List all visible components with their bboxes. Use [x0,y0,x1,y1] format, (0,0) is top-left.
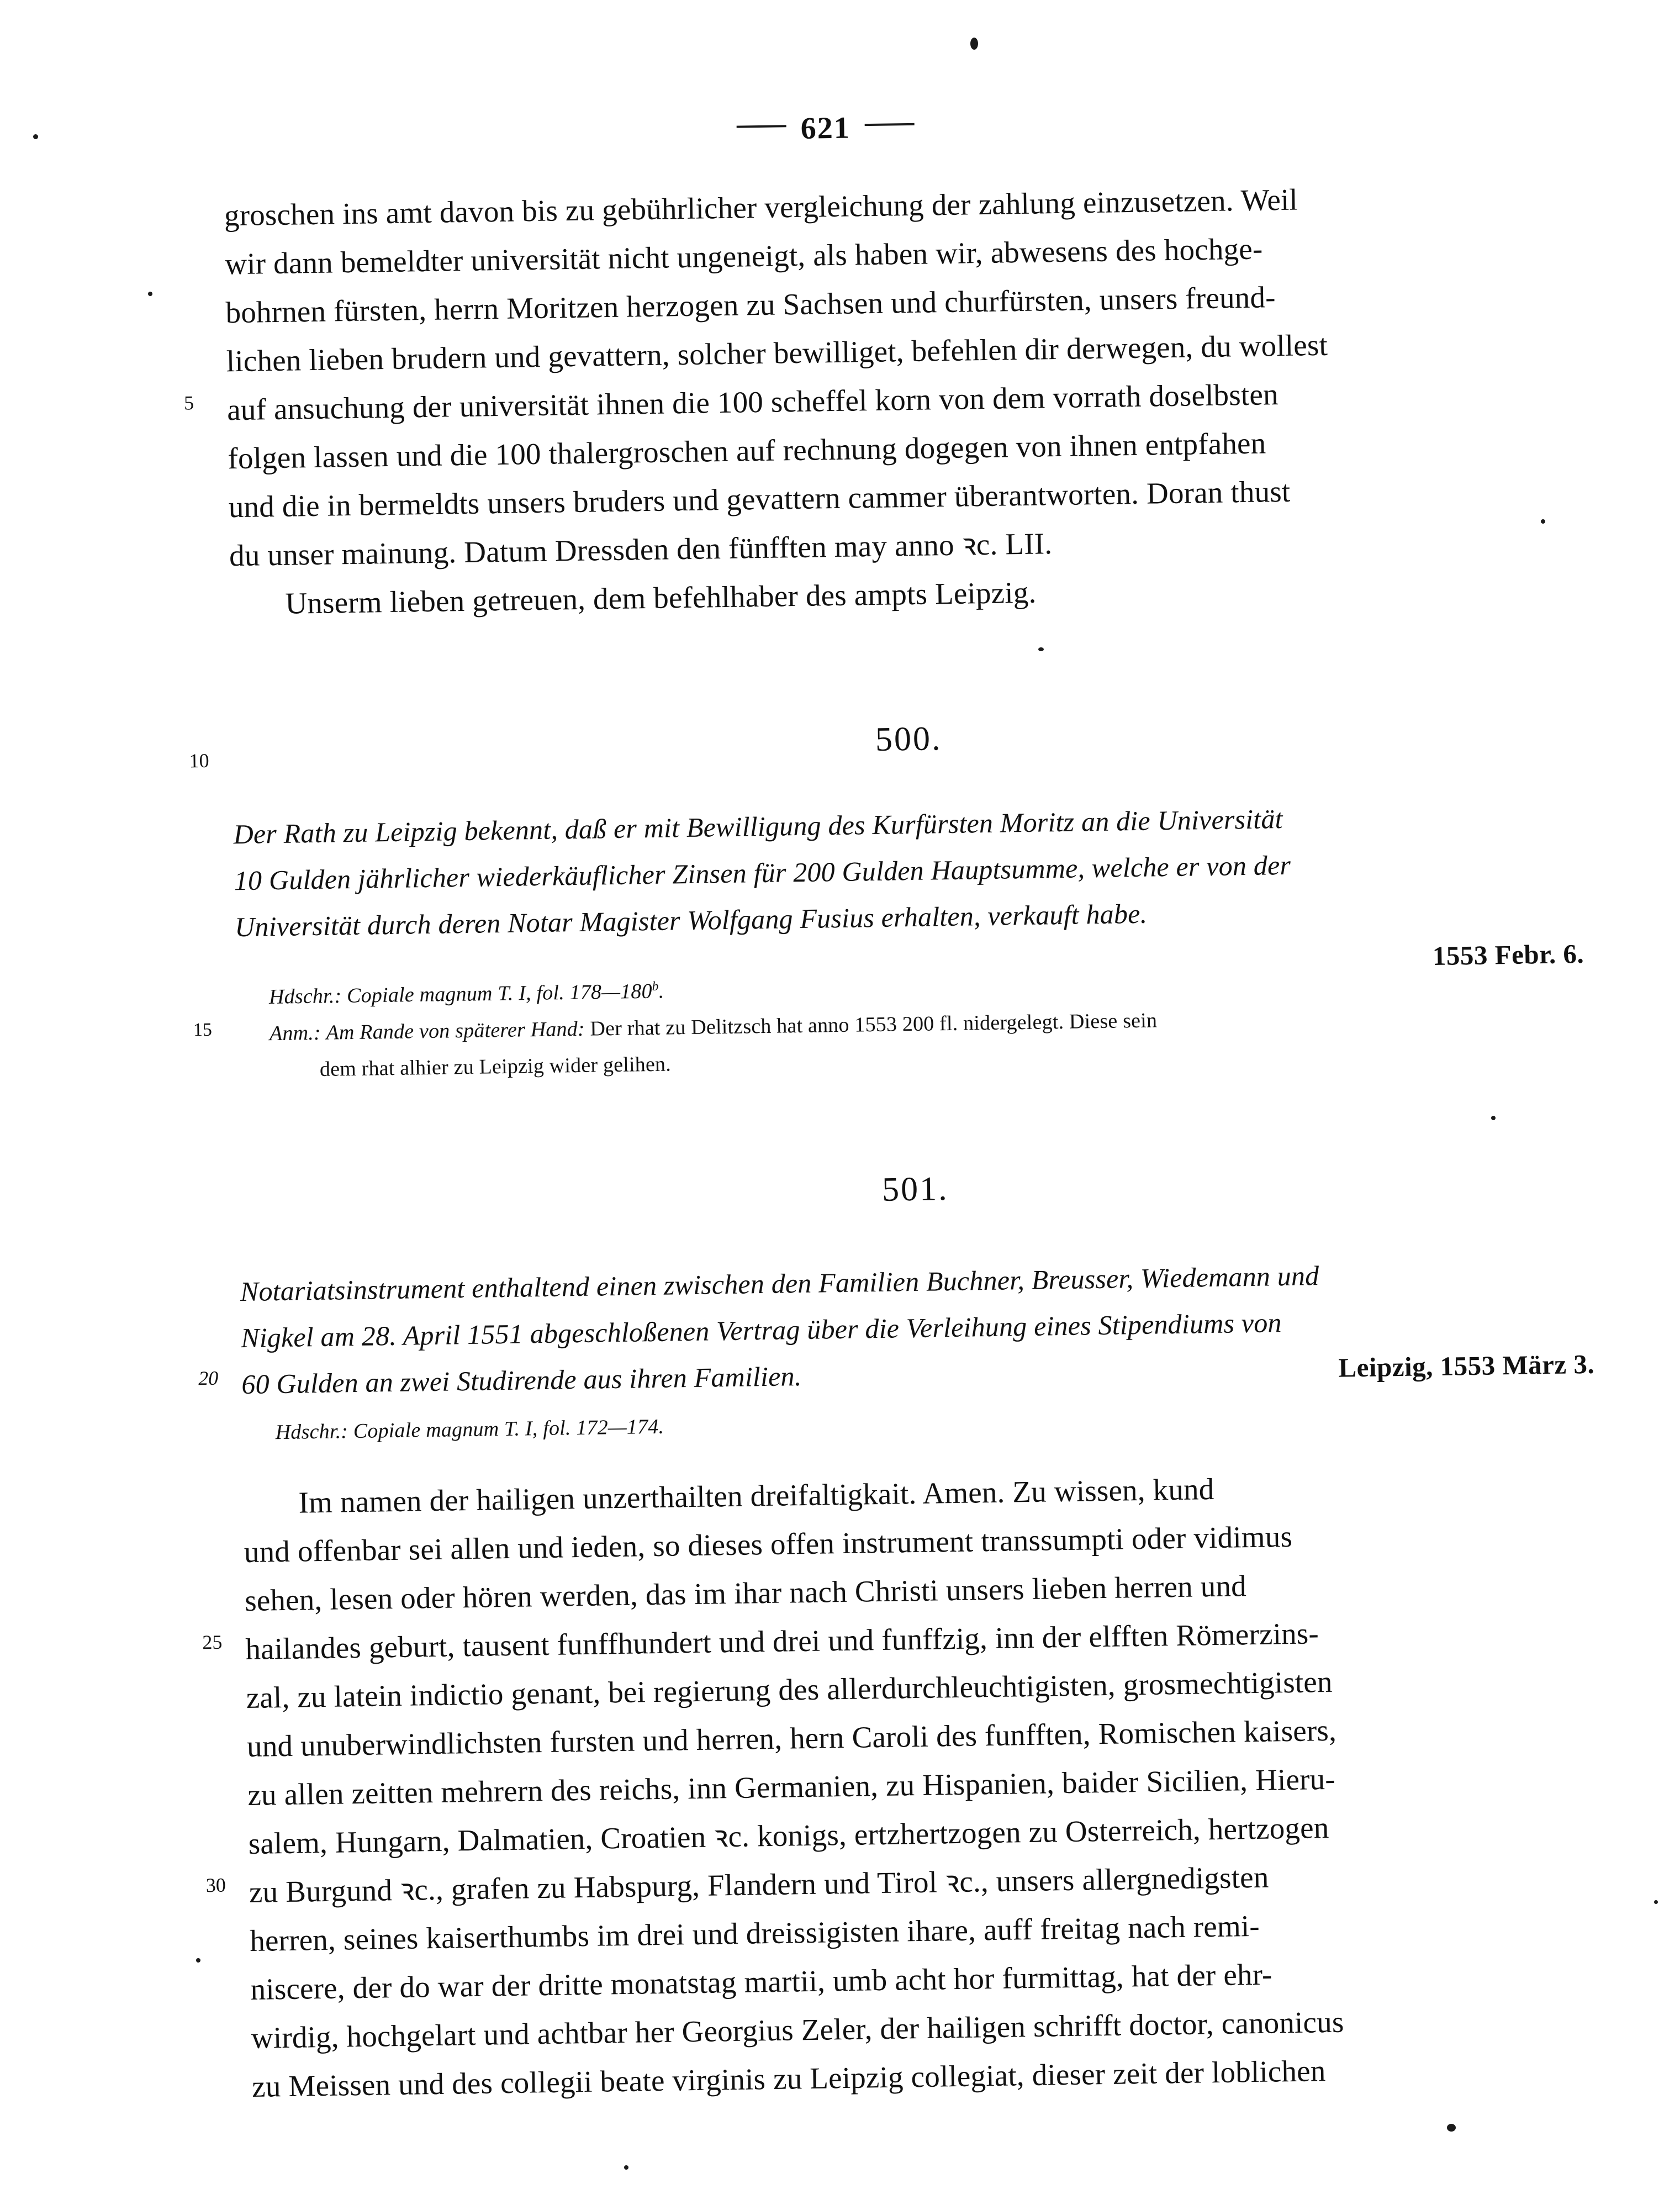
document-500-number: 500. [875,720,942,758]
text-line: herren, seines kaiserthumbs im drei und dreissigisten ihare, auff freitag nach remi- [249,1908,1260,1958]
text-line: du unser mainung. Datum Dressden den fünfften may anno ꝛc. LII. [229,526,1053,573]
hdschr-text: Copiale magnum T. I, fol. 172—174. [353,1415,664,1443]
text-line: bohrnen fürsten, herrn Moritzen herzogen zu Sachsen und churfürsten, unsers freund- [225,280,1276,330]
anm-text: Der rhat zu Delitzsch hat anno 1553 200 fl. nidergelegt. Diese sein [590,1009,1158,1041]
text-line: sehen, lesen oder hören werden, das im ihar nach Christi unsers lieben herren und [244,1569,1247,1618]
text-line: und offenbar sei allen und ieden, so dieses offen instrument transsumpti oder vidimus [244,1519,1293,1569]
regest-line: Universität durch deren Notar Magister Wolfgang Fusius erhalten, verkauft habe. [234,898,1148,943]
line-number-10: 10 [189,749,209,772]
page-number: 621 [800,110,851,146]
text-line: wir dann bemeldter universität nicht ungeneigt, als haben wir, abwesens des hochge- [224,231,1263,281]
text-line: groschen ins amt davon bis zu gebührlicher vergleichung der zahlung einzusetzen. Weil [224,182,1298,233]
regest-line: Der Rath zu Leipzig bekennt, daß er mit Bewilligung des Kurfürsten Moritz an die Universität [233,803,1283,850]
hdschr-terminator: . [658,979,664,1003]
text-line: und die in bermeldts unsers bruders und gevattern cammer überantworten. Doran thust [228,474,1291,524]
line-number-20: 20 [198,1367,219,1390]
document-501-number: 501. [881,1170,949,1209]
regest-line: Nigkel am 28. April 1551 abgeschloßenen Vertrag über die Verleihung eines Stipendiums von [240,1307,1282,1354]
line-number-15: 15 [193,1019,213,1040]
anm-continuation: dem rhat alhier zu Leipzig wider gelihen. [319,1052,672,1081]
document-500-apparatus [193,954,1623,1089]
text-line: salem, Hungarn, Dalmatien, Croatien ꝛc. konigs, ertzhertzogen zu Osterreich, hertzogen [248,1810,1329,1861]
text-line: folgen lassen und die 100 thalergroschen auf rechnung dogegen von ihnen entpfahen [228,426,1266,476]
text-line: Im namen der hailigen unzerthailten dreifaltigkait. Amen. Zu wissen, kund [298,1472,1214,1520]
hdschr-folio-superscript: b [652,979,659,994]
hdschr-text: Copiale magnum T. I, fol. 178—180 [346,979,653,1008]
text-line-content: hailandes geburt, tausent funffhundert und drei und funffzig, inn der elfften Römerzins- [245,1616,1319,1666]
document-501-body [202,1459,1605,2111]
text-line: zu Meissen und des collegii beate virginis zu Leipzig collegiat, dieser zeit der loblichen [251,2054,1326,2103]
text-line: niscere, der do war der dritte monatstag martii, umb acht hor furmittag, hat der ehr- [250,1957,1272,2006]
document-499-tail [183,171,1583,629]
text-line-content: auf ansuchung der universität ihnen die 100 scheffel korn von dem vorrath doselbsten [226,377,1279,427]
regest-line-text: 60 Gulden an zwei Studirende aus ihren Familien. [241,1360,802,1400]
text-line: lichen lieben brudern und gevattern, solcher bewilliget, befehlen dir derwegen, du wollest [226,328,1328,378]
text-line: zu allen zeitten mehrern des reichs, inn Germanien, zu Hispanien, baider Sicilien, Hieru- [247,1761,1336,1812]
document-501-regest [198,1248,1595,1407]
regest-line: Notariatsinstrument enthaltend einen zwischen den Familien Buchner, Breusser, Wiedemann und [240,1260,1319,1307]
date-stamp: Leipzig, 1553 März 3. [1338,1348,1595,1383]
line-number-30: 30 [205,1874,226,1897]
folio-rule-left [737,125,786,128]
text-line: wirdig, hochgelart und achtbar her Georgius Zeler, der hailigen schrifft doctor, canonicus [251,2005,1344,2055]
line-number-25: 25 [202,1631,223,1654]
anm-label: Anm.: [269,1021,321,1045]
folio-rule-right [865,123,915,126]
hdschr-label: Hdschr.: [275,1420,348,1444]
hdschr-label: Hdschr.: [268,984,342,1009]
page-folio [0,98,1666,159]
regest-line: 10 Gulden jährlicher wiederkäuflicher Zinsen für 200 Gulden Hauptsumme, welche er von der [234,849,1291,896]
closing-line: Unserm lieben getreuen, dem befehlhaber des ampts Leipzig. [284,575,1037,620]
text-line: zal, zu latein indictio genant, bei regierung des allerdurchleuchtigisten, grosmechtigisten [246,1664,1333,1715]
regest-line-content [198,1353,802,1407]
text-line: und unuberwindlichsten fursten und herren, hern Caroli des funfften, Romischen kaisers, [246,1713,1337,1764]
anm-italic-lead: Am Rande von späterer Hand: [326,1017,585,1045]
text-line-content: zu Burgund ꝛc., grafen zu Habspurg, Flandern und Tirol ꝛc., unsers allergnedigsten [249,1860,1269,1910]
line-number-5: 5 [183,392,194,414]
date-stamp: 1553 Febr. 6. [1432,938,1584,972]
